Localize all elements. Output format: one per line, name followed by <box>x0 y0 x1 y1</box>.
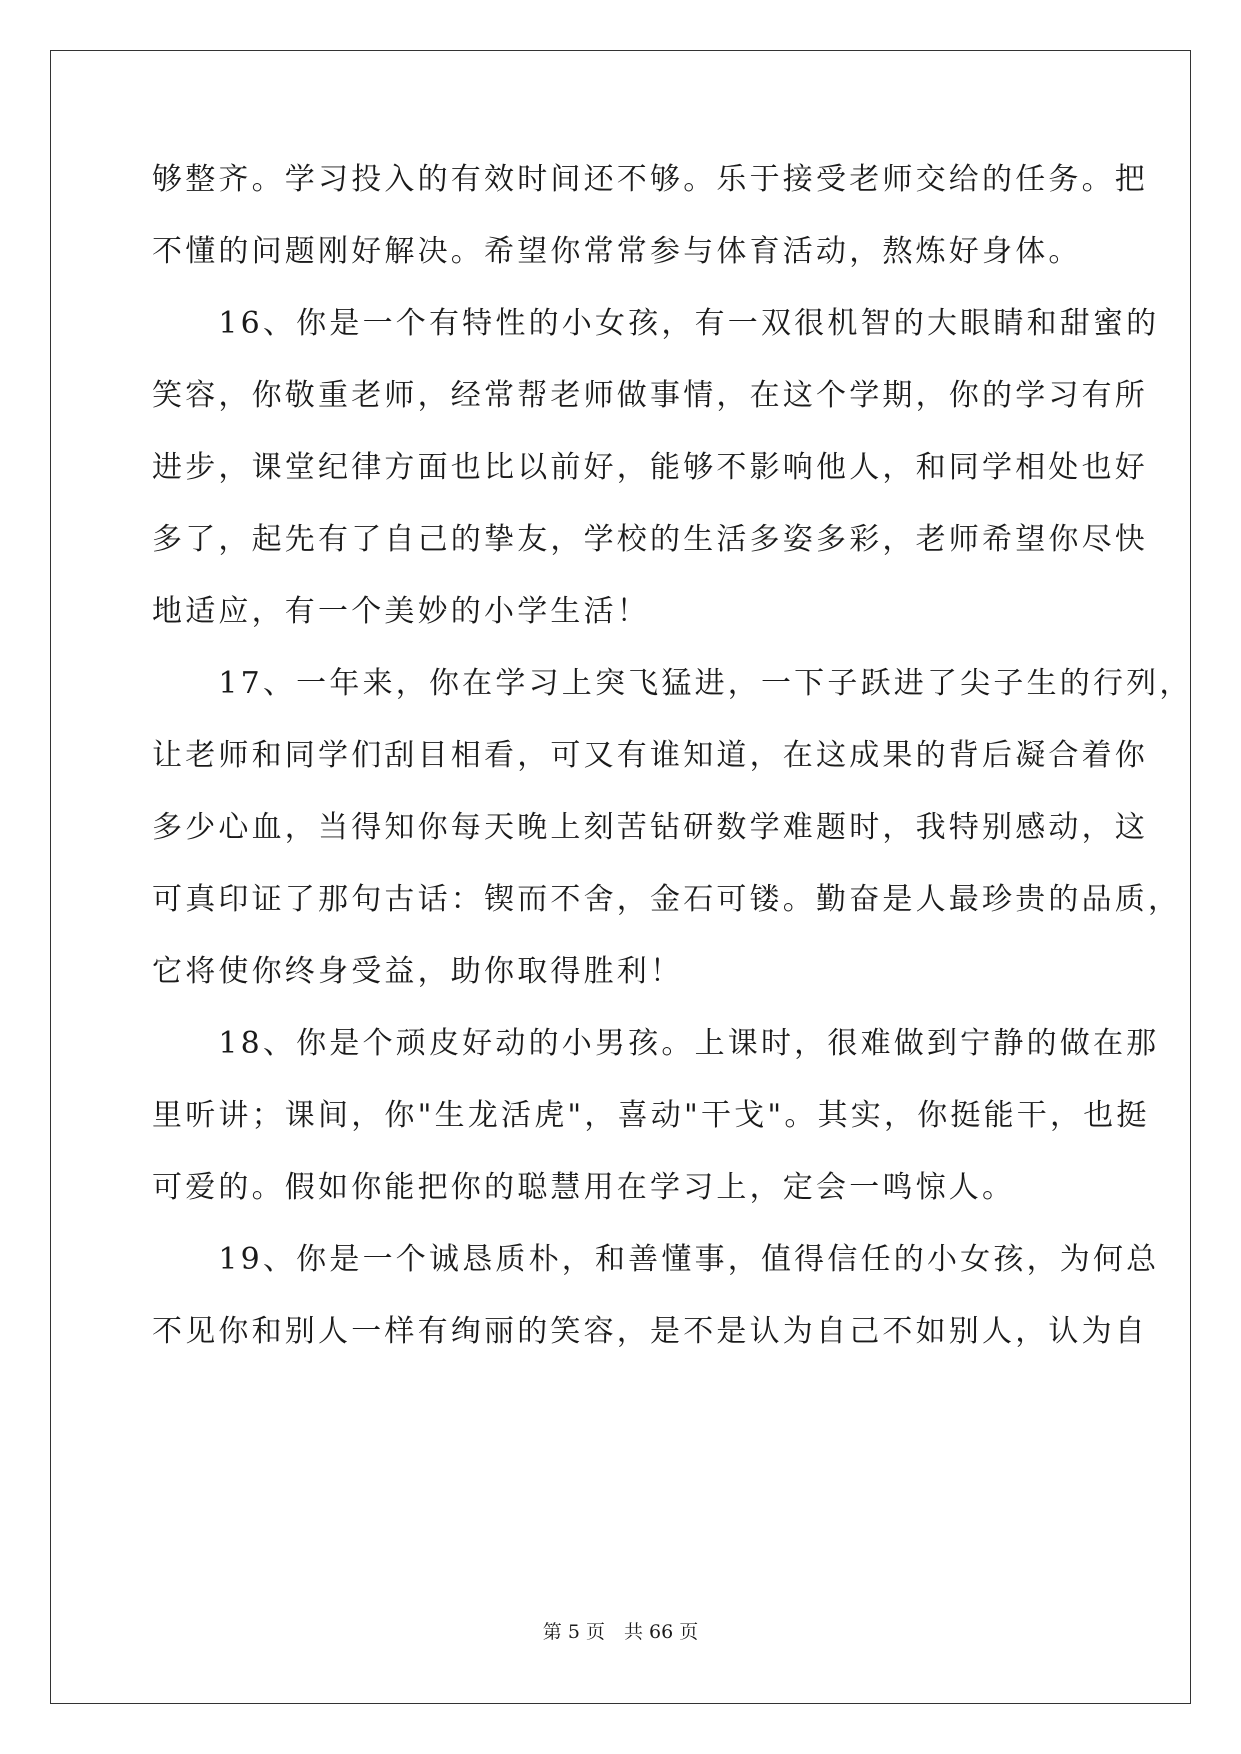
text-line: 可真印证了那句古话：锲而不舍，金石可镂。勤奋是人最珍贵的品质， <box>152 882 1182 917</box>
text-line: 不懂的问题刚好解决。希望你常常参与体育活动，熬炼好身体。 <box>152 234 1082 269</box>
page-border <box>50 50 1191 1704</box>
text-line: 可爱的。假如你能把你的聪慧用在学习上，定会一鸣惊人。 <box>152 1170 1016 1205</box>
text-line: 多了，起先有了自己的挚友，学校的生活多姿多彩，老师希望你尽快 <box>152 522 1148 557</box>
text-line: 让老师和同学们刮目相看，可又有谁知道，在这成果的背后凝合着你 <box>152 738 1148 773</box>
text-line: 笑容，你敬重老师，经常帮老师做事情，在这个学期，你的学习有所 <box>152 378 1148 413</box>
text-line: 它将使你终身受益，助你取得胜利！ <box>152 954 684 989</box>
text-line: 16、你是一个有特性的小女孩，有一双很机智的大眼睛和甜蜜的 <box>152 306 1160 341</box>
page-footer <box>0 1620 1241 1644</box>
text-line: 地适应，有一个美妙的小学生活！ <box>152 594 650 629</box>
text-line: 18、你是个顽皮好动的小男孩。上课时，很难做到宁静的做在那 <box>152 1026 1160 1061</box>
text-line: 多少心血，当得知你每天晚上刻苦钻研数学难题时，我特别感动，这 <box>152 810 1148 845</box>
text-line: 不见你和别人一样有绚丽的笑容，是不是认为自己不如别人，认为自 <box>152 1314 1148 1349</box>
text-line: 够整齐。学习投入的有效时间还不够。乐于接受老师交给的任务。把 <box>152 162 1148 197</box>
text-line: 里听讲；课间，你"生龙活虎"，喜动"干戈"。其实，你挺能干，也挺 <box>152 1098 1150 1133</box>
page-number: 第 5 页 共 66 页 <box>542 1621 699 1643</box>
text-line: 进步，课堂纪律方面也比以前好，能够不影响他人，和同学相处也好 <box>152 450 1148 485</box>
text-line: 17、一年来，你在学习上突飞猛进，一下子跃进了尖子生的行列， <box>152 666 1193 701</box>
text-line: 19、你是一个诚恳质朴，和善懂事，值得信任的小女孩，为何总 <box>152 1242 1160 1277</box>
